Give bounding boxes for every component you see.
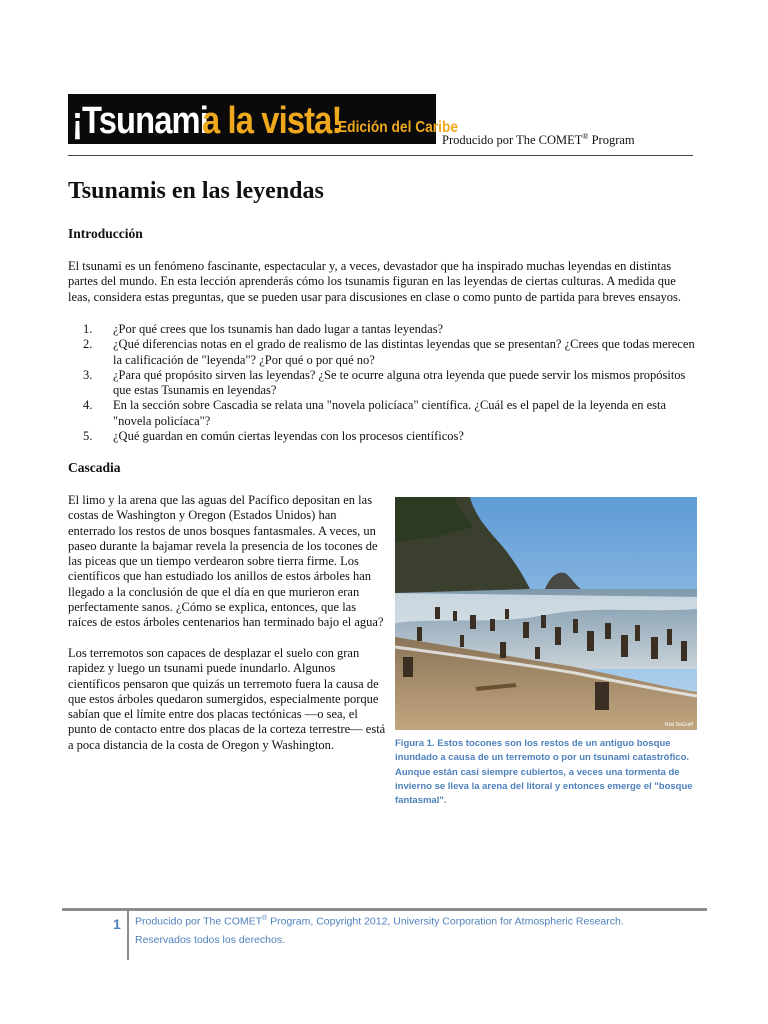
list-text: En la sección sobre Cascadia se relata una "novela policíaca" científica. ¿Cuál es el papel de la leyenda en esta "novela policíaca"? — [113, 398, 667, 428]
page-title: Tsunamis en las leyendas — [68, 178, 324, 204]
footer-copyright — [135, 910, 695, 949]
list-text: ¿Por qué crees que los tsunamis han dado lugar a tantas leyendas? — [113, 322, 444, 336]
list-number: 1. — [83, 322, 93, 336]
cascadia-paragraph-2: Los terremotos son capaces de desplazar el suelo con gran rapidez y luego un tsunami puede inundarlo. Algunos científicos pensaron que quizás un terremoto fuera la causa de que estos árboles quedaron sumergidos, especialmente porque sabían que el límite entre dos placas tectónicas —o sea, el punto de contacto entre dos placas de la corteza terrestre— está a poca distancia de la costa de Oregon y Washington. — [68, 646, 386, 752]
tsunami-logo — [68, 94, 459, 144]
ghost-forest-photo — [395, 497, 697, 730]
intro-heading: Introducción — [68, 226, 143, 241]
question-list — [68, 322, 700, 444]
footer-rights: Reservados todos los derechos. — [135, 933, 285, 946]
list-item — [68, 322, 700, 337]
photo-illustration — [395, 497, 697, 730]
footer-produced-by: Producido por The COMET — [135, 915, 263, 928]
logo-word-a-la-vista: a la vista! — [202, 100, 342, 142]
registered-mark: ® — [582, 132, 589, 141]
cascadia-paragraph-1: El limo y la arena que las aguas del Pacífico depositan en las costas de Washington y Oregon (Estados Unidos) han enterrado los restos de unos bosques fantasmales. A veces, un paseo durante la bajamar revela la presencia de los tocones de las piceas que un tiempo verdearon sobre tierra firme. Los científicos que han estudiado los anillos de estos árboles han llegado a la conclusión de que el día en que murieron eran perfectamente sanos. ¿Cómo se explica, entonces, que las raíces de estos árboles centenarios han terminado bajo el agua? — [68, 493, 384, 630]
logo-edition: Edición del Caribe — [338, 119, 459, 136]
footer-vertical-bar — [127, 911, 129, 960]
list-item — [68, 398, 700, 429]
produced-by-text: Producido por The COMET — [442, 133, 583, 148]
list-number: 5. — [83, 429, 93, 444]
list-text: ¿Qué diferencias notas en el grado de realismo de las distintas leyendas que se presentan? ¿Crees que todas merecen la calificación de "leyenda"? ¿Por qué o por qué no? — [113, 337, 695, 367]
footer-copyright-text: Program, Copyright 2012, University Corporation for Atmospheric Research. — [267, 915, 624, 928]
list-number: 4. — [83, 398, 93, 413]
page-number: 1 — [113, 916, 121, 932]
list-item — [68, 429, 700, 444]
intro-paragraph: El tsunami es un fenómeno fascinante, espectacular y, a veces, devastador que ha inspirado muchas leyendas en distintas partes del mundo. En esta lección aprenderás cómo los tsunamis figuran en las leyendas de ciertas culturas. A medida que leas, considera estas preguntas, que se pueden usar para discusiones en clase o como punto de partida para breves ensayos. — [68, 259, 681, 304]
list-item — [68, 337, 700, 368]
figure-caption: Figura 1. Estos tocones son los restos de un antiguo bosque inundado a causa de un terremoto o por un tsunami catastrófico. Aunque están casi siempre cubiertos, a veces una tormenta de invierno se lleva la arena del litoral y entonces emerge el "bosque fantasmal". — [395, 738, 693, 807]
list-number: 3. — [83, 367, 93, 382]
list-item — [68, 368, 700, 399]
list-text: ¿Para qué propósito sirven las leyendas? ¿Se te ocurre alguna otra leyenda que puede servir los mismos propósitos que estas Tsunamis en leyendas? — [113, 367, 686, 398]
footer-registered-mark: ® — [262, 915, 268, 922]
produced-by-program: Program — [588, 133, 635, 148]
list-number: 2. — [83, 337, 93, 352]
list-text: ¿Qué guardan en común ciertas leyendas con los procesos científicos? — [113, 429, 464, 444]
logo-word-tsunami: ¡Tsunami — [72, 100, 208, 142]
photo-credit: Rob DeGraff — [665, 722, 693, 728]
header-divider — [68, 155, 693, 156]
cascadia-heading: Cascadia — [68, 460, 121, 475]
produced-by-label — [442, 132, 635, 148]
